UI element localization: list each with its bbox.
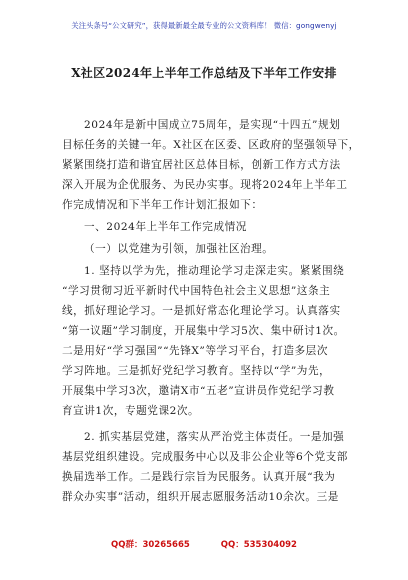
body-line: 2. 抓实基层党建，落实从严治党主体责任。一是加强 xyxy=(84,431,345,443)
body-line: 作完成情况和下半年工作计划汇报如下： xyxy=(62,199,263,211)
qq-number-label: QQ：535304092 xyxy=(220,540,297,550)
body-line: 目标任务的关键一年。X社区在区委、区政府的坚强领导下， xyxy=(62,139,360,151)
qq-group-label: QQ群：30265665 xyxy=(111,540,190,550)
body-line: 开展集中学习3次，邀请X市“五老”宣讲员作党纪学习教 xyxy=(62,385,335,397)
body-line: 1. 坚持以学为先，推动理论学习走深走实。紧紧围绕 xyxy=(84,265,345,277)
body-line: 学习阵地。三是抓好党纪学习教育。坚持以“学”为先， xyxy=(62,365,331,377)
contact-footer xyxy=(0,538,408,550)
promo-header: 关注头条号“公文研究”，获得最新最全最专业的公文资料库！ 微信：gongwenyj xyxy=(71,21,337,30)
body-line: 深入开展为企优服务、为民办实事。现将2024年上半年工 xyxy=(62,179,348,191)
section-heading: 一、2024年上半年工作完成情况 xyxy=(84,221,247,233)
body-line: 线，抓好理论学习。一是抓好常态化理论学习。认真落实 xyxy=(62,305,341,317)
body-line: 紧紧围绕打造和谐宜居社区总体目标，创新工作方式方法 xyxy=(62,159,341,171)
subsection-heading: （一）以党建为引领，加强社区治理。 xyxy=(84,243,274,255)
body-line: 群众办实事”活动，组织开展志愿服务活动10余次。三是 xyxy=(62,491,339,503)
body-line: 2024年是新中国成立75周年，是实现“十四五”规划 xyxy=(84,119,341,131)
body-line: 育宣讲1次，专题党课2次。 xyxy=(62,405,200,417)
body-line: 二是用好“学习强国”“先锋X”等学习平台，打造多层次 xyxy=(62,345,328,357)
body-line: “学习贯彻习近平新时代中国特色社会主义思想”这条主 xyxy=(62,285,331,297)
body-line: “第一议题”学习制度，开展集中学习5次、集中研讨1次。 xyxy=(62,325,345,337)
body-line: 换届选举工作。二是践行宗旨为民服务。认真开展“我为 xyxy=(62,471,336,483)
body-line: 基层党组织建设。完成服务中心以及非公企业等6个党支部 xyxy=(62,451,348,463)
document-title: X社区2024年上半年工作总结及下半年工作安排 xyxy=(71,66,337,80)
